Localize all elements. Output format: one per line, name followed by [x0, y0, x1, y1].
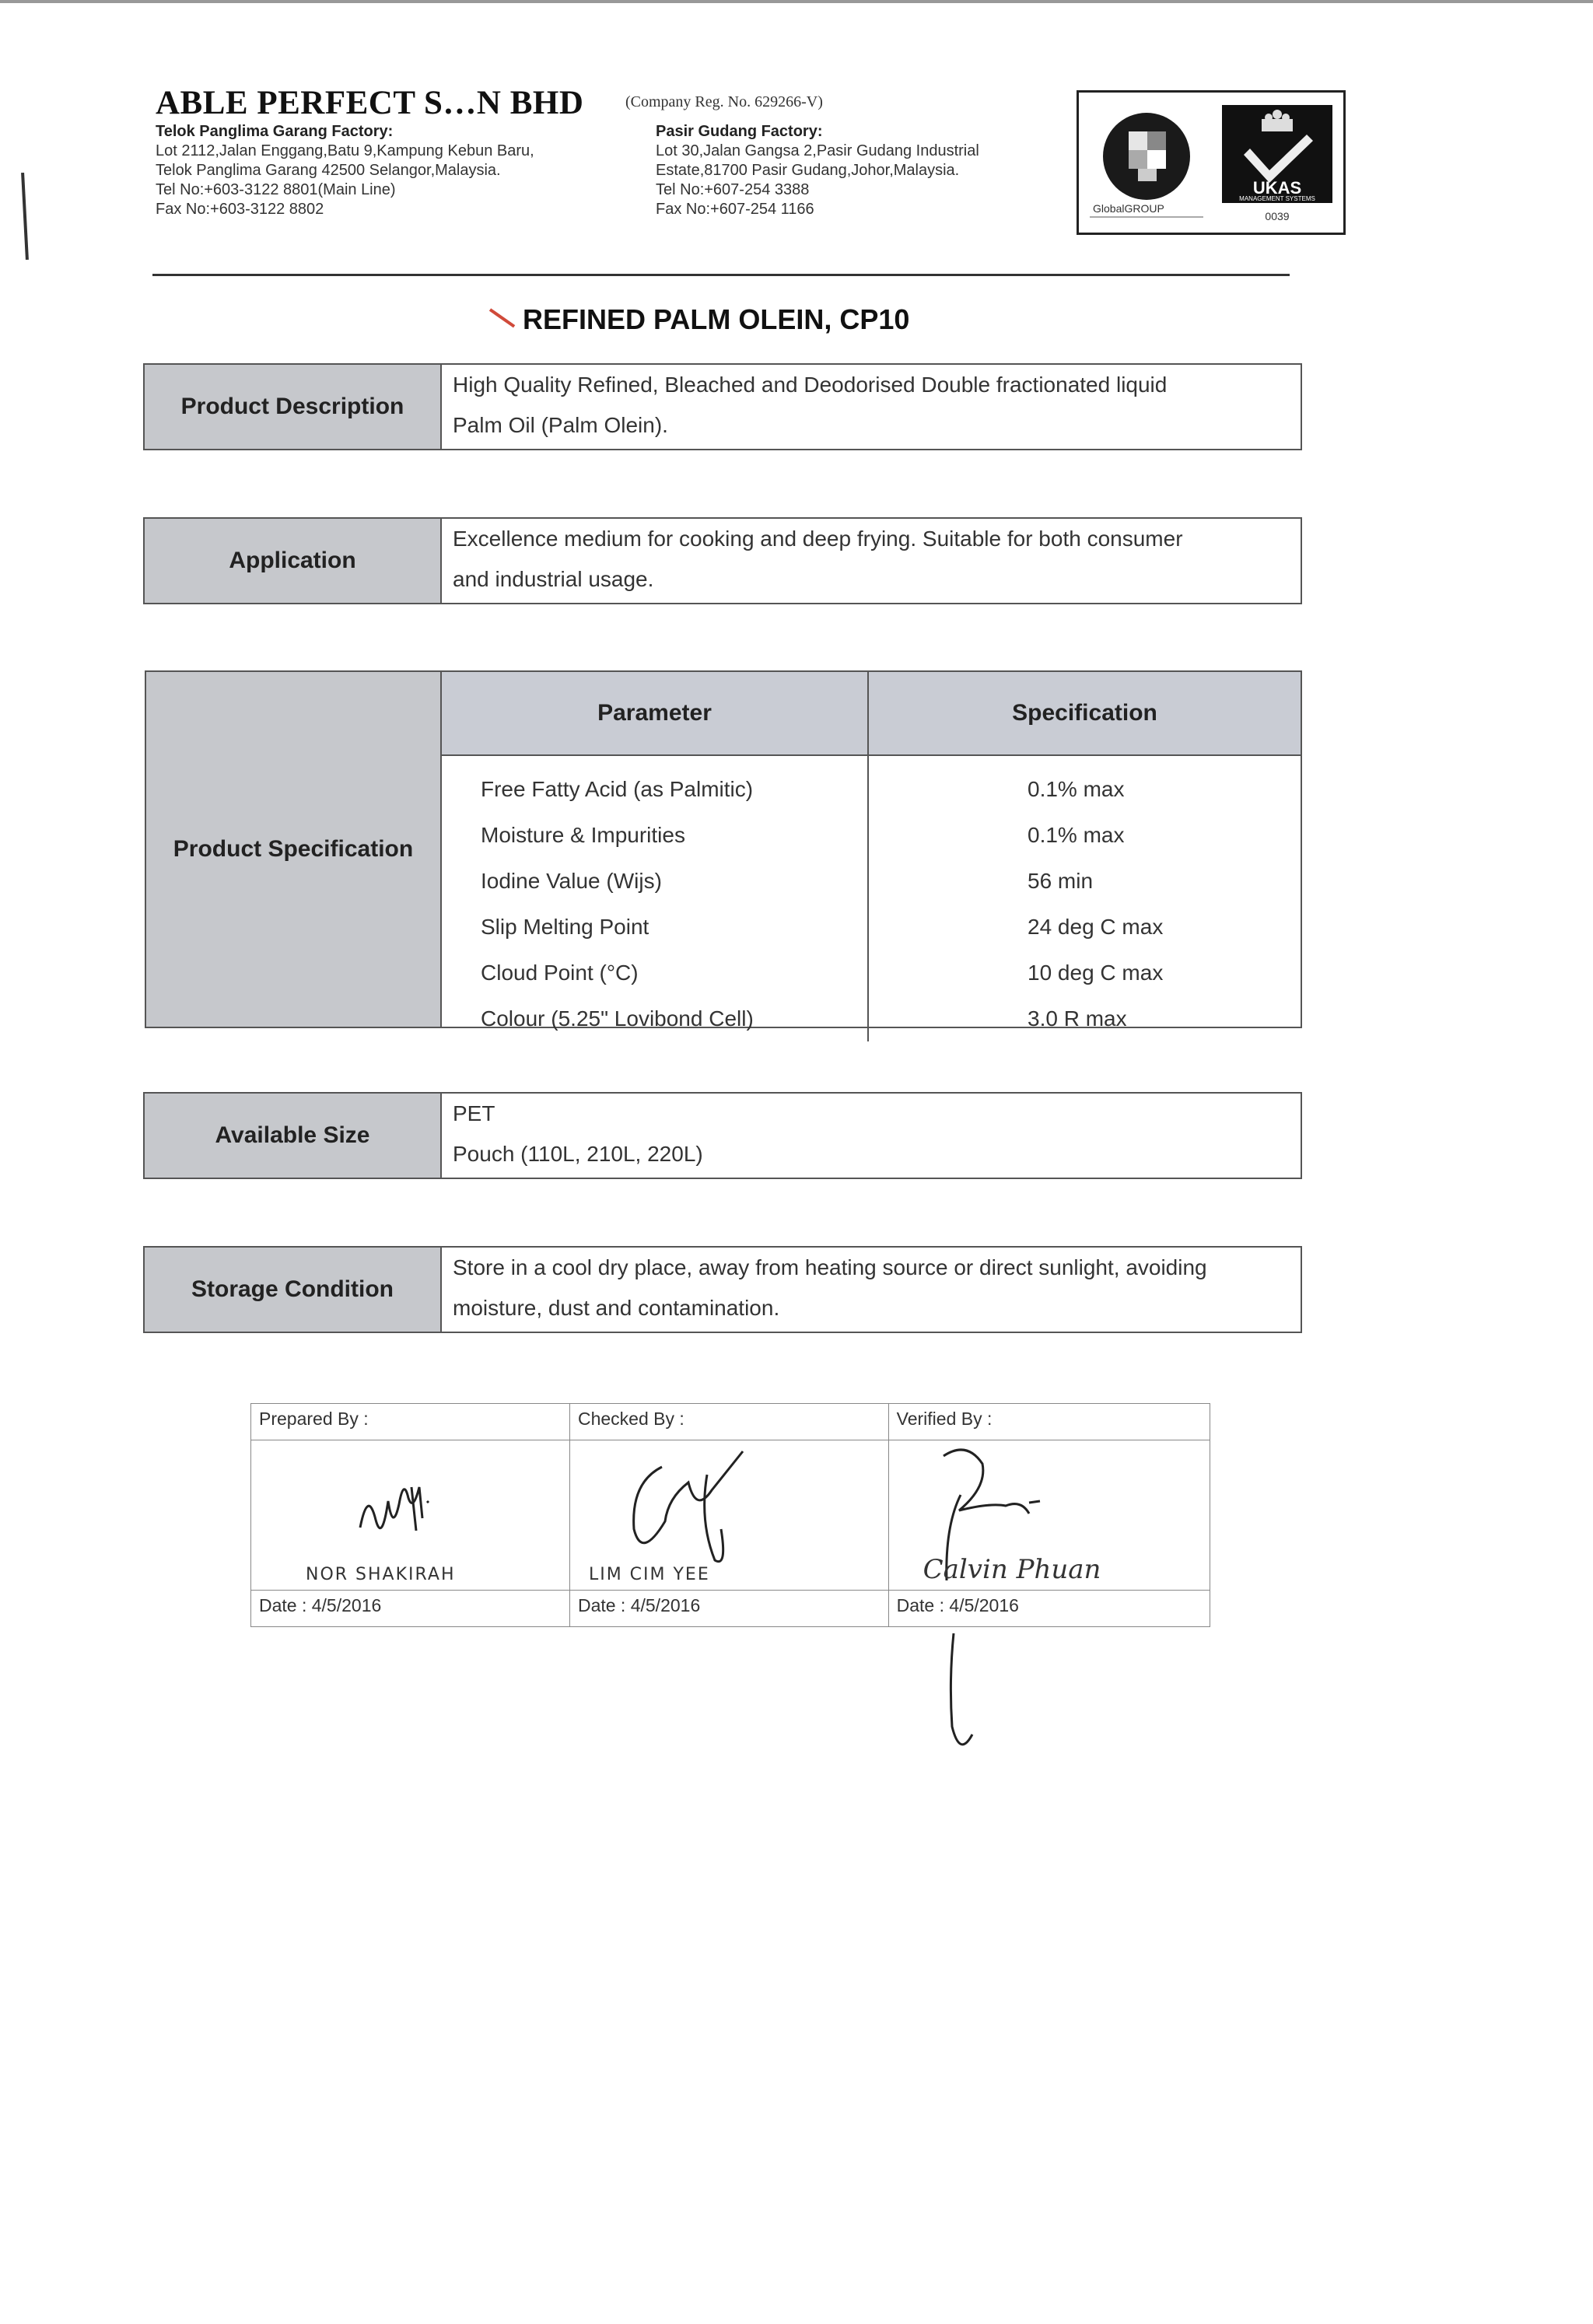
- verified-name: Calvin Phuan: [923, 1554, 1101, 1585]
- value-cell: 24 deg C max: [1028, 914, 1164, 939]
- text-line: Pouch (110L, 210L, 220L): [453, 1142, 703, 1166]
- ukas-number: 0039: [1265, 210, 1290, 222]
- factory-address-left: [156, 122, 534, 219]
- row-content: [442, 1248, 1301, 1332]
- fax-line: Fax No:+607-254 1166: [656, 201, 814, 218]
- prepared-name: NOR SHAKIRAH: [306, 1565, 456, 1584]
- checked-name: LIM CIM YEE: [588, 1565, 710, 1584]
- value-cell: 0.1% max: [1028, 776, 1125, 801]
- fax-line: Fax No:+603-3122 8802: [156, 201, 324, 218]
- table-header-row: [442, 672, 1301, 755]
- text-line: High Quality Refined, Bleached and Deodorised Double fractionated liquid: [453, 373, 1168, 397]
- row-label: Application: [145, 519, 442, 603]
- value-cell: 3.0 R max: [1028, 1006, 1127, 1031]
- company-registration: (Company Reg. No. 629266-V): [625, 93, 823, 110]
- row-label: Product Description: [145, 365, 442, 449]
- product-specification-row: [145, 670, 1302, 1031]
- address-line: Lot 2112,Jalan Enggang,Batu 9,Kampung Kebun Baru,: [156, 142, 534, 159]
- verified-by-label: Verified By :: [888, 1404, 1210, 1440]
- text-line: and industrial usage.: [453, 567, 654, 591]
- text-line: moisture, dust and contamination.: [453, 1296, 780, 1320]
- global-group-iso-logo: [1090, 108, 1203, 222]
- signature-tail-stroke: [930, 1633, 977, 1758]
- row-label: Storage Condition: [145, 1248, 442, 1332]
- phone-line: Tel No:+603-3122 8801(Main Line): [156, 181, 396, 198]
- factory-name: Pasir Gudang Factory:: [656, 123, 823, 140]
- date-row: [251, 1591, 1210, 1627]
- row-label: Available Size: [145, 1094, 442, 1178]
- margin-pen-mark: [21, 173, 29, 260]
- pen-mark: [489, 308, 515, 327]
- text-line: Store in a cool dry place, away from heating source or direct sunlight, avoiding: [453, 1255, 1207, 1279]
- column-header-specification: Specification: [868, 672, 1301, 755]
- text-line: Palm Oil (Palm Olein).: [453, 413, 668, 437]
- table-row: [442, 812, 1301, 858]
- checked-by-label: Checked By :: [569, 1404, 888, 1440]
- row-label: Product Specification: [146, 672, 442, 1027]
- column-header-parameter: Parameter: [442, 672, 868, 755]
- row-content: [442, 365, 1301, 449]
- verified-date: Date : 4/5/2016: [888, 1591, 1210, 1627]
- ukas-logo: [1219, 102, 1336, 225]
- prepared-date: Date : 4/5/2016: [251, 1591, 570, 1627]
- signature-row: [251, 1440, 1210, 1591]
- text-line: Excellence medium for cooking and deep frying. Suitable for both consumer: [453, 527, 1183, 551]
- table-row: [442, 950, 1301, 996]
- parameter-cell: Free Fatty Acid (as Palmitic): [442, 755, 868, 812]
- company-name: ABLE PERFECT S…N BHD: [156, 85, 584, 121]
- parameter-cell: Slip Melting Point: [442, 904, 868, 950]
- signature-table: [250, 1403, 1210, 1627]
- table-row: [442, 755, 1301, 812]
- checked-signature-cell: [569, 1440, 888, 1591]
- verified-signature-cell: [888, 1440, 1210, 1591]
- application-row: [143, 517, 1302, 604]
- table-row: [442, 996, 1301, 1041]
- parameter-cell: Iodine Value (Wijs): [442, 858, 868, 904]
- factory-name: Telok Panglima Garang Factory:: [156, 123, 394, 140]
- specification-table: [442, 672, 1301, 1041]
- parameter-cell: Colour (5.25" Lovibond Cell): [442, 996, 868, 1041]
- certification-logos: [1077, 90, 1346, 235]
- available-size-row: [143, 1092, 1302, 1179]
- top-border-line: [0, 0, 1593, 3]
- value-cell: 56 min: [1028, 868, 1094, 893]
- table-row: [442, 904, 1301, 950]
- document-title: REFINED PALM OLEIN, CP10: [523, 303, 910, 335]
- ukas-text: UKAS: [1252, 178, 1302, 198]
- parameter-cell: Cloud Point (°C): [442, 950, 868, 996]
- signature-header-row: [251, 1404, 1210, 1440]
- prepared-by-label: Prepared By :: [251, 1404, 570, 1440]
- parameter-cell: Moisture & Impurities: [442, 812, 868, 858]
- address-line: Telok Panglima Garang 42500 Selangor,Malaysia.: [156, 162, 501, 179]
- product-description-row: [143, 363, 1302, 450]
- storage-condition-row: [143, 1246, 1302, 1333]
- ukas-subtext: MANAGEMENT SYSTEMS: [1239, 195, 1315, 202]
- prepared-signature-cell: [251, 1440, 570, 1591]
- address-line: Estate,81700 Pasir Gudang,Johor,Malaysia.: [656, 162, 960, 179]
- text-line: PET: [453, 1101, 495, 1125]
- checked-date: Date : 4/5/2016: [569, 1591, 888, 1627]
- header-divider: [152, 274, 1290, 276]
- table-row: [442, 858, 1301, 904]
- value-cell: 0.1% max: [1028, 822, 1125, 847]
- value-cell: 10 deg C max: [1028, 960, 1164, 985]
- factory-address-right: [656, 122, 979, 219]
- row-content: [442, 519, 1301, 603]
- phone-line: Tel No:+607-254 3388: [656, 181, 810, 198]
- address-line: Lot 30,Jalan Gangsa 2,Pasir Gudang Industrial: [656, 142, 979, 159]
- row-content: [442, 1094, 1301, 1178]
- global-group-text: GlobalGROUP: [1093, 202, 1164, 215]
